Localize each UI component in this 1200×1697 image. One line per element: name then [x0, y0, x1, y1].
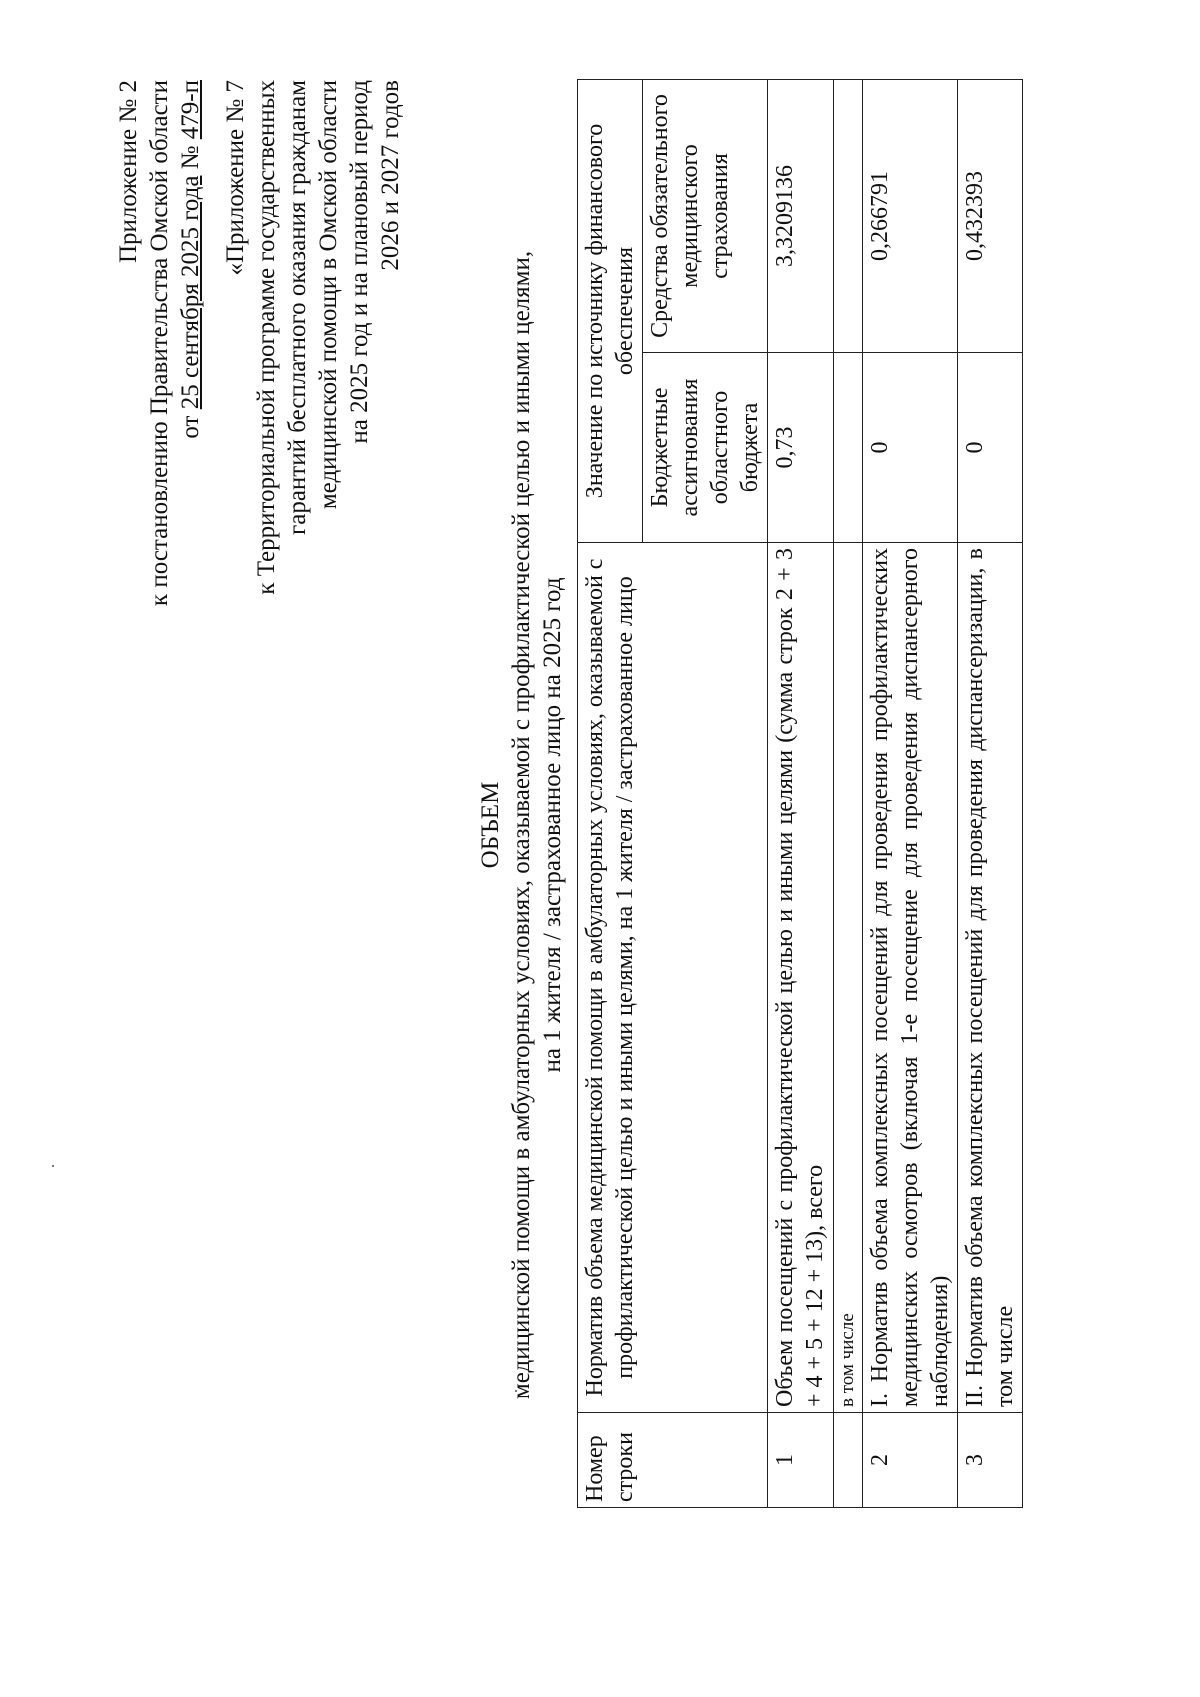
decree-date: 25 сентября 2025 года	[177, 175, 204, 410]
row-oms	[834, 79, 863, 352]
appendix-number: Приложение № 2	[115, 80, 142, 264]
row-number: 3	[958, 1413, 1023, 1508]
row-text: в том числе	[834, 543, 863, 1413]
row-oms: 0,266791	[863, 79, 958, 352]
header-row-number: Номер строки	[578, 1413, 768, 1508]
title-heading: ОБЪЕМ	[477, 781, 504, 869]
document-title	[475, 80, 568, 1570]
rotated-content	[115, 80, 1095, 1570]
header-oms: Средства обязательного медицинского страхования	[643, 79, 768, 352]
row-budget: 0	[958, 353, 1023, 543]
program-line: медицинской помощи в Омской области	[315, 80, 342, 510]
row-text: Объем посещений с профилактической целью и иными целями (сумма строк 2 + 3 + 4 + 5 + 12 + 13), всего	[768, 543, 834, 1413]
volume-table	[577, 79, 1023, 1508]
program-line: гарантий бесплатного оказания гражданам	[284, 80, 311, 536]
title-line: на 1 жителя / застрахованное лицо на 2025 год	[539, 577, 566, 1073]
appendix-decree: к постановлению Правительства Омской области	[146, 80, 173, 607]
header-norm: Норматив объема медицинской помощи в амбулаторных условиях, оказываемой с профилактической целью и иными целями, на 1 жителя / застрахованное лицо	[578, 543, 768, 1413]
table-row	[834, 79, 863, 1507]
date-prefix: от	[177, 409, 204, 439]
program-line: 2026 и 2027 годов	[377, 80, 404, 271]
table-header-row	[578, 79, 643, 1507]
header-source: Значение по источнику финансового обеспечения	[578, 79, 643, 542]
row-number	[834, 1413, 863, 1508]
header-budget: Бюджетные ассигнования областного бюджета	[643, 353, 768, 543]
title-line: медицинской помощи в амбулаторных условиях, оказываемой с профилактической целью и иными целями,	[508, 250, 535, 1400]
appendix-date-line	[175, 80, 206, 606]
appendix-header	[113, 80, 206, 606]
row-text: II. Норматив объема комплексных посещений для проведения диспансеризации, в том числе	[958, 543, 1023, 1413]
number-label: №	[177, 139, 204, 176]
table-row	[958, 79, 1023, 1507]
row-budget: 0,73	[768, 353, 834, 543]
decree-number: 479-п	[177, 80, 204, 140]
program-line: «Приложение № 7	[222, 80, 249, 276]
table-row	[863, 79, 958, 1507]
row-budget: 0	[863, 353, 958, 543]
row-budget	[834, 353, 863, 543]
program-header	[220, 80, 406, 595]
scan-mark	[52, 1165, 54, 1167]
row-number: 1	[768, 1413, 834, 1508]
program-line: к Территориальной программе государственных	[253, 80, 280, 595]
row-number: 2	[863, 1413, 958, 1508]
program-line: на 2025 год и на плановый период	[346, 80, 373, 444]
row-oms: 3,3209136	[768, 79, 834, 352]
table-row	[768, 79, 834, 1507]
row-text: I. Норматив объема комплексных посещений для проведения профилактических медицинских осмотров (включая 1-е посещение для проведения диспансерного наблюдения)	[863, 543, 958, 1413]
row-oms: 0,432393	[958, 79, 1023, 352]
